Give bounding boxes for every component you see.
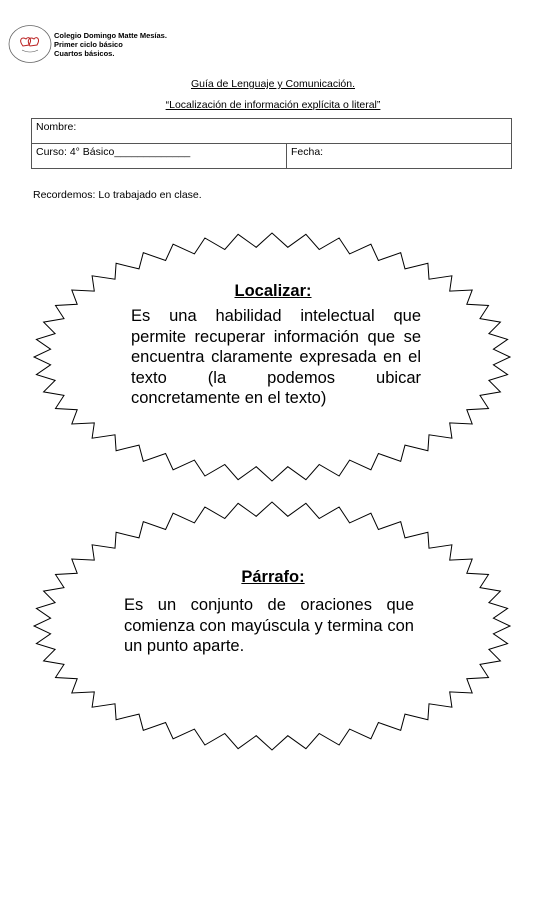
localizar-heading: Localizar: <box>234 282 312 300</box>
guide-subtitle: “Localización de información explícita o literal” <box>165 99 381 111</box>
school-grade: Cuartos básicos. <box>54 49 115 58</box>
remember-note: Recordemos: Lo trabajado en clase. <box>33 189 202 201</box>
name-field[interactable]: Nombre: <box>32 119 512 144</box>
guide-title: Guía de Lenguaje y Comunicación. <box>190 78 356 90</box>
parrafo-heading: Párrafo: <box>241 568 305 586</box>
parrafo-definition: Es un conjunto de oraciones que comienza con mayúscula y termina con un punto aparte. <box>124 596 414 655</box>
localizar-definition: Es una habilidad intelectual que permite recuperar información que se encuentra claramente expresada en el texto (la podemos ubicar concretamente en el texto) <box>131 307 421 407</box>
course-field[interactable]: Curso: 4° Básico_____________ <box>32 144 287 169</box>
school-name: Colegio Domingo Matte Mesías. <box>54 31 167 40</box>
school-cycle: Primer ciclo básico <box>54 40 123 49</box>
date-field[interactable]: Fecha: <box>287 144 512 169</box>
